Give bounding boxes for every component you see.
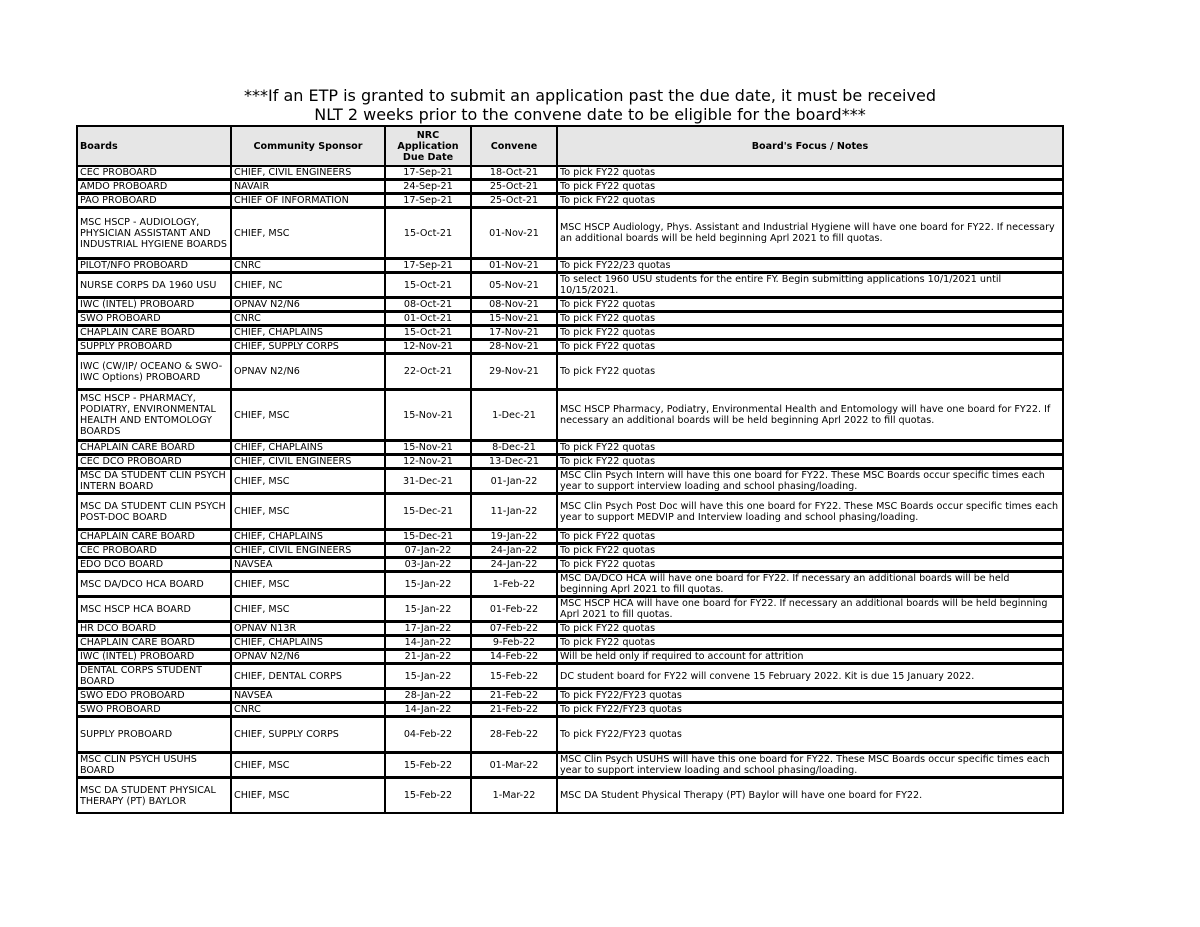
cell-notes: To select 1960 USU students for the entire FY. Begin submitting applications 10/1/2021 until 10/15/2021.	[557, 273, 1063, 298]
cell-notes: MSC HSCP HCA will have one board for FY22. If necessary an additional boards will be held beginning Aprl 2021 to fill quotas.	[557, 597, 1063, 622]
cell-sponsor: NAVSEA	[231, 689, 385, 703]
table-row	[77, 753, 1063, 778]
cell-board: PAO PROBOARD	[77, 194, 231, 208]
cell-sponsor: NAVSEA	[231, 558, 385, 572]
cell-board: SWO PROBOARD	[77, 312, 231, 326]
cell-notes: To pick FY22 quotas	[557, 455, 1063, 469]
cell-board: CEC PROBOARD	[77, 166, 231, 180]
cell-board: SWO EDO PROBOARD	[77, 689, 231, 703]
cell-convene: 01-Nov-21	[471, 208, 557, 259]
cell-sponsor: CNRC	[231, 312, 385, 326]
table-row	[77, 778, 1063, 814]
cell-notes: MSC DA/DCO HCA will have one board for FY22. If necessary an additional boards will be held beginning Aprl 2021 to fill quotas.	[557, 572, 1063, 597]
cell-due-date: 17-Sep-21	[385, 259, 471, 273]
cell-notes: MSC HSCP Pharmacy, Podiatry, Environmental Health and Entomology will have one board for FY22. If necessary an additional boards will be held beginning Aprl 2022 to fill quotas.	[557, 390, 1063, 441]
cell-due-date: 15-Oct-21	[385, 208, 471, 259]
cell-due-date: 15-Feb-22	[385, 753, 471, 778]
cell-notes: MSC DA Student Physical Therapy (PT) Baylor will have one board for FY22.	[557, 778, 1063, 814]
cell-due-date: 03-Jan-22	[385, 558, 471, 572]
cell-notes: To pick FY22 quotas	[557, 558, 1063, 572]
cell-notes: To pick FY22/FY23 quotas	[557, 717, 1063, 753]
cell-due-date: 15-Jan-22	[385, 597, 471, 622]
cell-notes: MSC Clin Psych Post Doc will have this one board for FY22. These MSC Boards occur specific times each year to support MEDVIP and Interview loading and school phasing/loading.	[557, 494, 1063, 530]
cell-due-date: 15-Feb-22	[385, 778, 471, 814]
cell-due-date: 15-Dec-21	[385, 494, 471, 530]
cell-board: CHAPLAIN CARE BOARD	[77, 441, 231, 455]
table-row	[77, 664, 1063, 689]
cell-sponsor: OPNAV N2/N6	[231, 650, 385, 664]
cell-convene: 24-Jan-22	[471, 558, 557, 572]
notice-line-1: ***If an ETP is granted to submit an application past the due date, it must be received	[244, 86, 936, 105]
cell-board: DENTAL CORPS STUDENT BOARD	[77, 664, 231, 689]
cell-notes: MSC HSCP Audiology, Phys. Assistant and Industrial Hygiene will have one board for FY22. If necessary an additional boards will be held beginning Aprl 2021 to fill quotas.	[557, 208, 1063, 259]
header-application-due-date: NRC Application Due Date	[385, 126, 471, 166]
table-row	[77, 326, 1063, 340]
cell-notes: To pick FY22 quotas	[557, 441, 1063, 455]
cell-convene: 08-Nov-21	[471, 298, 557, 312]
cell-sponsor: NAVAIR	[231, 180, 385, 194]
cell-due-date: 31-Dec-21	[385, 469, 471, 494]
cell-board: IWC (INTEL) PROBOARD	[77, 298, 231, 312]
cell-due-date: 01-Oct-21	[385, 312, 471, 326]
cell-notes: Will be held only if required to account for attrition	[557, 650, 1063, 664]
cell-board: MSC DA STUDENT PHYSICAL THERAPY (PT) BAYLOR	[77, 778, 231, 814]
cell-board: IWC (INTEL) PROBOARD	[77, 650, 231, 664]
table-row	[77, 597, 1063, 622]
cell-convene: 19-Jan-22	[471, 530, 557, 544]
cell-due-date: 12-Nov-21	[385, 455, 471, 469]
cell-notes: To pick FY22 quotas	[557, 166, 1063, 180]
cell-notes: To pick FY22 quotas	[557, 326, 1063, 340]
cell-sponsor: CHIEF, MSC	[231, 778, 385, 814]
cell-convene: 01-Feb-22	[471, 597, 557, 622]
cell-board: PILOT/NFO PROBOARD	[77, 259, 231, 273]
cell-sponsor: CHIEF, SUPPLY CORPS	[231, 340, 385, 354]
cell-sponsor: CHIEF, MSC	[231, 494, 385, 530]
cell-board: CEC PROBOARD	[77, 544, 231, 558]
cell-sponsor: CHIEF, MSC	[231, 390, 385, 441]
cell-sponsor: CHIEF, CHAPLAINS	[231, 636, 385, 650]
cell-convene: 15-Feb-22	[471, 664, 557, 689]
cell-due-date: 15-Nov-21	[385, 390, 471, 441]
cell-convene: 14-Feb-22	[471, 650, 557, 664]
cell-sponsor: CHIEF, MSC	[231, 597, 385, 622]
table-header-row	[77, 126, 1063, 166]
cell-convene: 1-Mar-22	[471, 778, 557, 814]
table-row	[77, 208, 1063, 259]
cell-due-date: 17-Sep-21	[385, 166, 471, 180]
cell-convene: 11-Jan-22	[471, 494, 557, 530]
cell-convene: 01-Jan-22	[471, 469, 557, 494]
cell-sponsor: CHIEF, DENTAL CORPS	[231, 664, 385, 689]
cell-notes: MSC Clin Psych USUHS will have this one board for FY22. These MSC Boards occur specific times each year to support interview loading and school phasing/loading.	[557, 753, 1063, 778]
cell-board: MSC HSCP HCA BOARD	[77, 597, 231, 622]
cell-sponsor: CHIEF, CIVIL ENGINEERS	[231, 455, 385, 469]
cell-notes: To pick FY22/FY23 quotas	[557, 689, 1063, 703]
cell-convene: 9-Feb-22	[471, 636, 557, 650]
cell-board: IWC (CW/IP/ OCEANO & SWO-IWC Options) PROBOARD	[77, 354, 231, 390]
cell-convene: 8-Dec-21	[471, 441, 557, 455]
cell-due-date: 15-Jan-22	[385, 572, 471, 597]
cell-notes: To pick FY22 quotas	[557, 636, 1063, 650]
cell-sponsor: CHIEF, CHAPLAINS	[231, 441, 385, 455]
cell-board: SWO PROBOARD	[77, 703, 231, 717]
cell-due-date: 12-Nov-21	[385, 340, 471, 354]
cell-convene: 25-Oct-21	[471, 194, 557, 208]
cell-sponsor: CHIEF, MSC	[231, 208, 385, 259]
cell-sponsor: CHIEF, MSC	[231, 572, 385, 597]
cell-sponsor: CHIEF OF INFORMATION	[231, 194, 385, 208]
cell-sponsor: OPNAV N2/N6	[231, 354, 385, 390]
cell-notes: To pick FY22 quotas	[557, 298, 1063, 312]
cell-notes: To pick FY22/23 quotas	[557, 259, 1063, 273]
cell-due-date: 17-Sep-21	[385, 194, 471, 208]
table-row	[77, 544, 1063, 558]
cell-board: AMDO PROBOARD	[77, 180, 231, 194]
table-row	[77, 636, 1063, 650]
cell-sponsor: OPNAV N13R	[231, 622, 385, 636]
cell-board: CHAPLAIN CARE BOARD	[77, 530, 231, 544]
cell-convene: 25-Oct-21	[471, 180, 557, 194]
cell-sponsor: CNRC	[231, 259, 385, 273]
cell-convene: 13-Dec-21	[471, 455, 557, 469]
cell-board: MSC CLIN PSYCH USUHS BOARD	[77, 753, 231, 778]
cell-sponsor: CNRC	[231, 703, 385, 717]
cell-due-date: 15-Jan-22	[385, 664, 471, 689]
cell-due-date: 24-Sep-21	[385, 180, 471, 194]
cell-due-date: 21-Jan-22	[385, 650, 471, 664]
cell-due-date: 17-Jan-22	[385, 622, 471, 636]
cell-notes: To pick FY22 quotas	[557, 180, 1063, 194]
cell-notes: To pick FY22 quotas	[557, 544, 1063, 558]
table-row	[77, 166, 1063, 180]
cell-due-date: 22-Oct-21	[385, 354, 471, 390]
cell-sponsor: CHIEF, CIVIL ENGINEERS	[231, 166, 385, 180]
cell-board: CHAPLAIN CARE BOARD	[77, 326, 231, 340]
cell-notes: To pick FY22 quotas	[557, 530, 1063, 544]
table-row	[77, 354, 1063, 390]
cell-convene: 1-Feb-22	[471, 572, 557, 597]
cell-due-date: 15-Dec-21	[385, 530, 471, 544]
notice-line-2: NLT 2 weeks prior to the convene date to be eligible for the board***	[314, 105, 866, 124]
table-body	[77, 166, 1063, 813]
cell-board: NURSE CORPS DA 1960 USU	[77, 273, 231, 298]
table-row	[77, 703, 1063, 717]
table-row	[77, 194, 1063, 208]
cell-sponsor: OPNAV N2/N6	[231, 298, 385, 312]
cell-sponsor: CHIEF, CHAPLAINS	[231, 530, 385, 544]
cell-due-date: 14-Jan-22	[385, 636, 471, 650]
header-boards: Boards	[77, 126, 231, 166]
board-schedule-table	[76, 125, 1064, 814]
cell-board: MSC DA STUDENT CLIN PSYCH INTERN BOARD	[77, 469, 231, 494]
cell-notes: To pick FY22 quotas	[557, 622, 1063, 636]
table-row	[77, 572, 1063, 597]
cell-convene: 05-Nov-21	[471, 273, 557, 298]
table-row	[77, 650, 1063, 664]
table-row	[77, 455, 1063, 469]
header-board-focus-notes: Board's Focus / Notes	[557, 126, 1063, 166]
table-row	[77, 689, 1063, 703]
cell-sponsor: CHIEF, MSC	[231, 753, 385, 778]
table-row	[77, 340, 1063, 354]
table-row	[77, 298, 1063, 312]
cell-convene: 29-Nov-21	[471, 354, 557, 390]
table-row	[77, 273, 1063, 298]
cell-sponsor: CHIEF, MSC	[231, 469, 385, 494]
header-convene: Convene	[471, 126, 557, 166]
cell-convene: 18-Oct-21	[471, 166, 557, 180]
cell-board: CEC DCO PROBOARD	[77, 455, 231, 469]
cell-convene: 15-Nov-21	[471, 312, 557, 326]
cell-due-date: 15-Nov-21	[385, 441, 471, 455]
cell-convene: 1-Dec-21	[471, 390, 557, 441]
cell-due-date: 07-Jan-22	[385, 544, 471, 558]
cell-notes: To pick FY22 quotas	[557, 340, 1063, 354]
cell-notes: To pick FY22/FY23 quotas	[557, 703, 1063, 717]
cell-notes: To pick FY22 quotas	[557, 312, 1063, 326]
cell-board: CHAPLAIN CARE BOARD	[77, 636, 231, 650]
table-row	[77, 441, 1063, 455]
cell-board: MSC HSCP - PHARMACY, PODIATRY, ENVIRONMENTAL HEALTH AND ENTOMOLOGY BOARDS	[77, 390, 231, 441]
cell-notes: To pick FY22 quotas	[557, 194, 1063, 208]
cell-board: HR DCO BOARD	[77, 622, 231, 636]
table-row	[77, 717, 1063, 753]
cell-convene: 17-Nov-21	[471, 326, 557, 340]
cell-board: MSC DA/DCO HCA BOARD	[77, 572, 231, 597]
cell-notes: DC student board for FY22 will convene 15 February 2022. Kit is due 15 January 2022.	[557, 664, 1063, 689]
cell-board: MSC DA STUDENT CLIN PSYCH POST-DOC BOARD	[77, 494, 231, 530]
table-row	[77, 530, 1063, 544]
cell-due-date: 28-Jan-22	[385, 689, 471, 703]
table-row	[77, 312, 1063, 326]
cell-board: MSC HSCP - AUDIOLOGY, PHYSICIAN ASSISTANT AND INDUSTRIAL HYGIENE BOARDS	[77, 208, 231, 259]
cell-due-date: 15-Oct-21	[385, 326, 471, 340]
cell-board: EDO DCO BOARD	[77, 558, 231, 572]
cell-board: SUPPLY PROBOARD	[77, 717, 231, 753]
table-row	[77, 390, 1063, 441]
cell-convene: 28-Feb-22	[471, 717, 557, 753]
table-row	[77, 558, 1063, 572]
cell-sponsor: CHIEF, CIVIL ENGINEERS	[231, 544, 385, 558]
table-row	[77, 180, 1063, 194]
cell-convene: 28-Nov-21	[471, 340, 557, 354]
cell-due-date: 14-Jan-22	[385, 703, 471, 717]
cell-sponsor: CHIEF, NC	[231, 273, 385, 298]
cell-convene: 01-Nov-21	[471, 259, 557, 273]
cell-due-date: 08-Oct-21	[385, 298, 471, 312]
cell-due-date: 15-Oct-21	[385, 273, 471, 298]
table-row	[77, 469, 1063, 494]
cell-sponsor: CHIEF, SUPPLY CORPS	[231, 717, 385, 753]
table-row	[77, 494, 1063, 530]
cell-due-date: 04-Feb-22	[385, 717, 471, 753]
table-row	[77, 622, 1063, 636]
cell-notes: To pick FY22 quotas	[557, 354, 1063, 390]
header-community-sponsor: Community Sponsor	[231, 126, 385, 166]
cell-convene: 21-Feb-22	[471, 689, 557, 703]
cell-sponsor: CHIEF, CHAPLAINS	[231, 326, 385, 340]
etp-notice	[120, 86, 1060, 124]
cell-convene: 01-Mar-22	[471, 753, 557, 778]
table-row	[77, 259, 1063, 273]
cell-board: SUPPLY PROBOARD	[77, 340, 231, 354]
cell-convene: 24-Jan-22	[471, 544, 557, 558]
cell-convene: 21-Feb-22	[471, 703, 557, 717]
cell-notes: MSC Clin Psych Intern will have this one board for FY22. These MSC Boards occur specific times each year to support interview loading and school phasing/loading.	[557, 469, 1063, 494]
cell-convene: 07-Feb-22	[471, 622, 557, 636]
